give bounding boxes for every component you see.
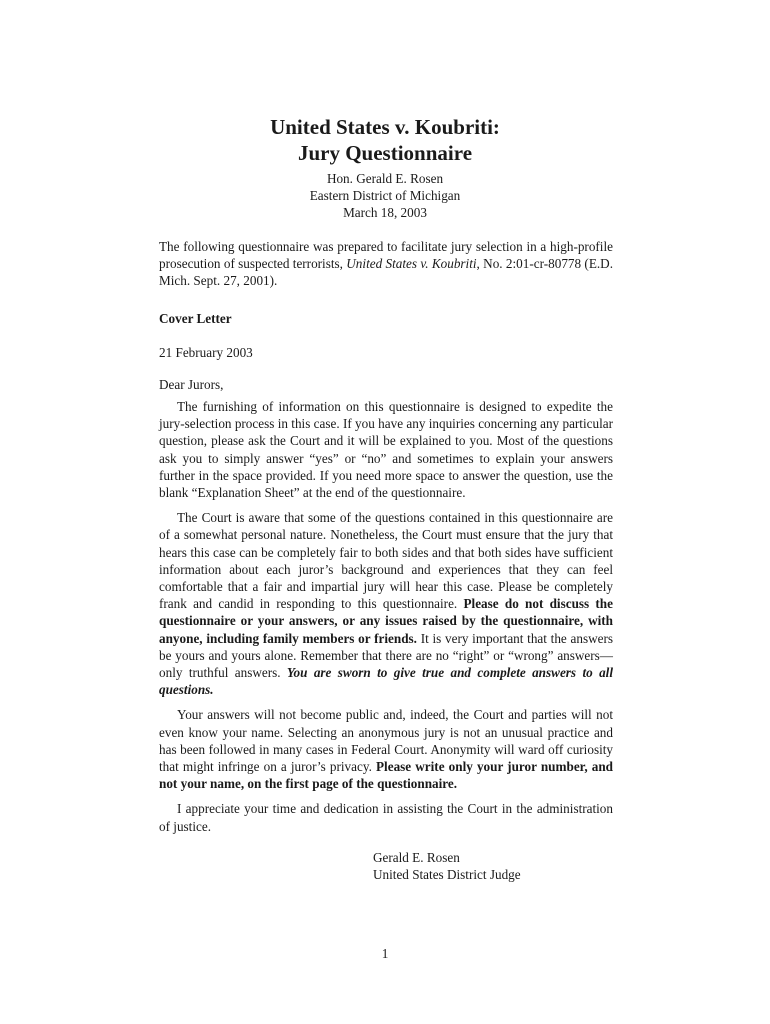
cover-letter-heading-block [159,310,613,327]
intro-text-1: The following questionnaire was prepared to facilitate jury selection in a high-profile prosecution of suspected terrorists, [159,239,613,272]
author: Hon. Gerald E. Rosen [326,171,444,186]
letter-paragraph-3 [159,706,613,792]
letter-body [159,398,613,835]
paragraph-2-bold-italic: You are sworn to give true and complete answers to all questions. [159,665,613,698]
letter-date: 21 February 2003 [159,345,253,360]
letter-paragraph-1: The furnishing of information on this questionnaire is designed to expedite the jury-selection process in this case. If you have any inquiries concerning any particular question, please ask the Court and it will be explained to you. Most of the questions ask you to simply answer “yes” or “no” and sometimes to explain your answers further in the space provided. If you need more space to answer the question, use the blank “Explanation Sheet” at the end of the questionnaire. [159,399,613,501]
paragraph-2-text-b: It is very important that the answers be yours and yours alone. Remember that there are no “right” or “wrong” answers—only truthful answers. [159,630,613,681]
title-line-2: Jury Questionnaire [297,141,473,165]
salutation-block [159,376,613,393]
signature-title: United States District Judge [373,867,521,883]
intro-text-2: , No. 2:01-cr-80778 (E.D. Mich. Sept. 27, 2001). [159,256,613,289]
paragraph-2-bold: Please do not discuss the questionnaire or your answers, or any issues raised by the questionnaire, with anyone, including family members or friends. [159,596,613,646]
title-block [0,114,770,221]
page-number: 1 [381,946,389,961]
cover-letter-heading: Cover Letter [159,311,232,326]
letter-paragraph-2 [159,509,613,698]
paragraph-3-bold: Please write only your juror number, and not your name, on the first page of the questionnaire. [159,759,613,792]
document-date: March 18, 2003 [343,205,427,220]
case-name: United States v. Koubriti [346,256,477,272]
signature-name: Gerald E. Rosen [373,850,460,865]
salutation: Dear Jurors, [159,377,224,392]
paragraph-2-text-a: The Court is aware that some of the questions contained in this questionnaire are of a somewhat personal nature. Nonetheless, the Court must ensure that the jury that hears this case can be completely fair to both sides and that both sides have sufficient information about each juror’s background and experiences that they can feel comfortable that a fair and impartial jury will hear this case. Please be completely frank and candid in responding to this questionnaire. [159,510,613,612]
intro-paragraph [159,238,613,290]
letter-date-block [159,344,613,361]
signature-block [373,849,521,883]
title-line-1: United States v. Koubriti: [270,115,500,139]
letter-paragraph-4: I appreciate your time and dedication in assisting the Court in the administration of justice. [159,801,613,834]
paragraph-3-text: Your answers will not become public and, indeed, the Court and parties will not even know your name. Selecting an anonymous jury is not an unusual practice and has been followed in many cases in Federal Court. Anonymity will ward off curiosity that might infringe on a juror’s privacy. [159,707,613,775]
court-name: Eastern District of Michigan [309,188,461,203]
